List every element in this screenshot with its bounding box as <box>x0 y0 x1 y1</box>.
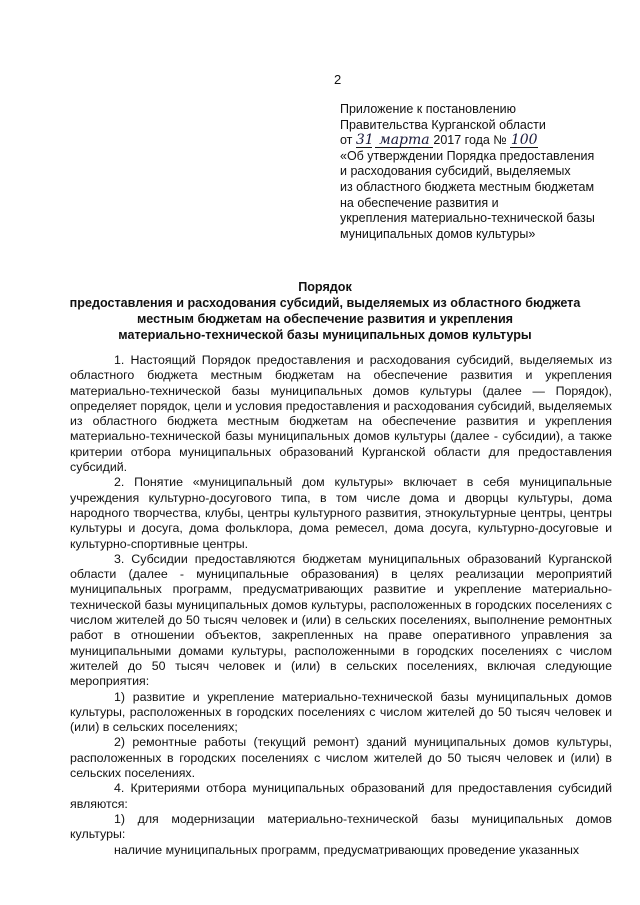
appendix-line-2: Правительства Курганской области <box>340 117 546 132</box>
paragraph-3: 3. Субсидии предоставляются бюджетам муниципальных образований Курганской области (далее - муниципальные образования) в целях реализации мероприятий муниципальных программ, предусматривающих развитие и укрепление материально-технической базы муниципальных домов культуры, расположенных в городских поселениях с числом жителей до 50 тысяч человек и (или) в сельских поселениях, выполнение ремонтных работ в отношении объектов, закрепленных на праве оперативного управления за муниципальными домами культуры, расположенными в городских поселениях с числом жителей до 50 тысяч человек и (или) в сельских поселениях, включая следующие мероприятия: <box>70 551 612 689</box>
handwritten-day: 31 <box>355 132 374 149</box>
paragraph-4-item-1-text: наличие муниципальных программ, предусматривающих проведение указанных <box>114 842 580 857</box>
appendix-line-title-1: «Об утверждении Порядка предоставления <box>340 148 595 163</box>
paragraph-3-item-2: 2) ремонтные работы (текущий ремонт) зданий муниципальных домов культуры, расположенных в городских поселениях с числом жителей до 50 тысяч человек и (или) в сельских поселениях. <box>70 735 612 781</box>
paragraph-2: 2. Понятие «муниципальный дом культуры» включает в себя муниципальные учреждения культурно-досугового типа, в том числе дома и дворцы культуры, дома народного творчества, клубы, центры культурного развития, этнокультурные центры, центры культуры и досуга, дома фольклора, дома ремесел, дома досуга, культурно-досуговые и культурно-спортивные центры. <box>70 475 612 551</box>
handwritten-month: марта <box>375 134 433 148</box>
date-year-text: 2017 года № <box>433 133 507 148</box>
document-title: Порядок <box>298 280 352 294</box>
page-number: 2 <box>334 72 342 87</box>
paragraph-1: 1. Настоящий Порядок предоставления и расходования субсидий, выделяемых из областного бюджета местным бюджетам на обеспечение развития и укрепления материально-технической базы муниципальных домов культуры (далее — Порядок), определяет порядок, цели и условия предоставления и расходования субсидий, выделяемых из областного бюджета местным бюджетам на обеспечение развития и укрепления материально-технической базы муниципальных домов культуры (далее - субсидии), а также критерии отбора муниципальных образований Курганской области для предоставления субсидий. <box>70 353 612 475</box>
appendix-date-line <box>340 133 625 149</box>
handwritten-doc-number: 100 <box>510 132 538 149</box>
appendix-line-1: Приложение к постановлению <box>340 102 516 116</box>
date-prefix: от <box>340 133 353 148</box>
appendix-line-title-4: на обеспечение развития и <box>340 195 499 210</box>
document-subtitle-line-2: местным бюджетам на обеспечение развития и укрепления <box>136 312 514 326</box>
document-title-block <box>40 279 610 343</box>
document-subtitle-line-3: материально-технической базы муниципальных домов культуры <box>118 328 532 342</box>
paragraph-4: 4. Критериями отбора муниципальных образований для предоставления субсидий являются: <box>70 781 612 811</box>
appendix-line-title-3: из областного бюджета местным бюджетам <box>340 179 595 194</box>
document-body <box>70 353 612 858</box>
appendix-line-title-5: укрепления материально-технической базы <box>340 211 595 226</box>
appendix-line-title-2: и расходования субсидий, выделяемых <box>340 164 571 179</box>
paragraph-3-item-1: 1) развитие и укрепление материально-технической базы муниципальных домов культуры, расположенных в городских поселениях с числом жителей до 50 тысяч человек и (или) в сельских поселениях; <box>70 689 612 735</box>
paragraph-4-item-1: 1) для модернизации материально-технической базы муниципальных домов культуры: <box>70 811 612 842</box>
appendix-header <box>340 102 625 242</box>
appendix-line-title-6: муниципальных домов культуры» <box>340 226 536 241</box>
document-subtitle-line-1: предоставления и расходования субсидий, выделяемых из областного бюджета <box>69 296 581 310</box>
